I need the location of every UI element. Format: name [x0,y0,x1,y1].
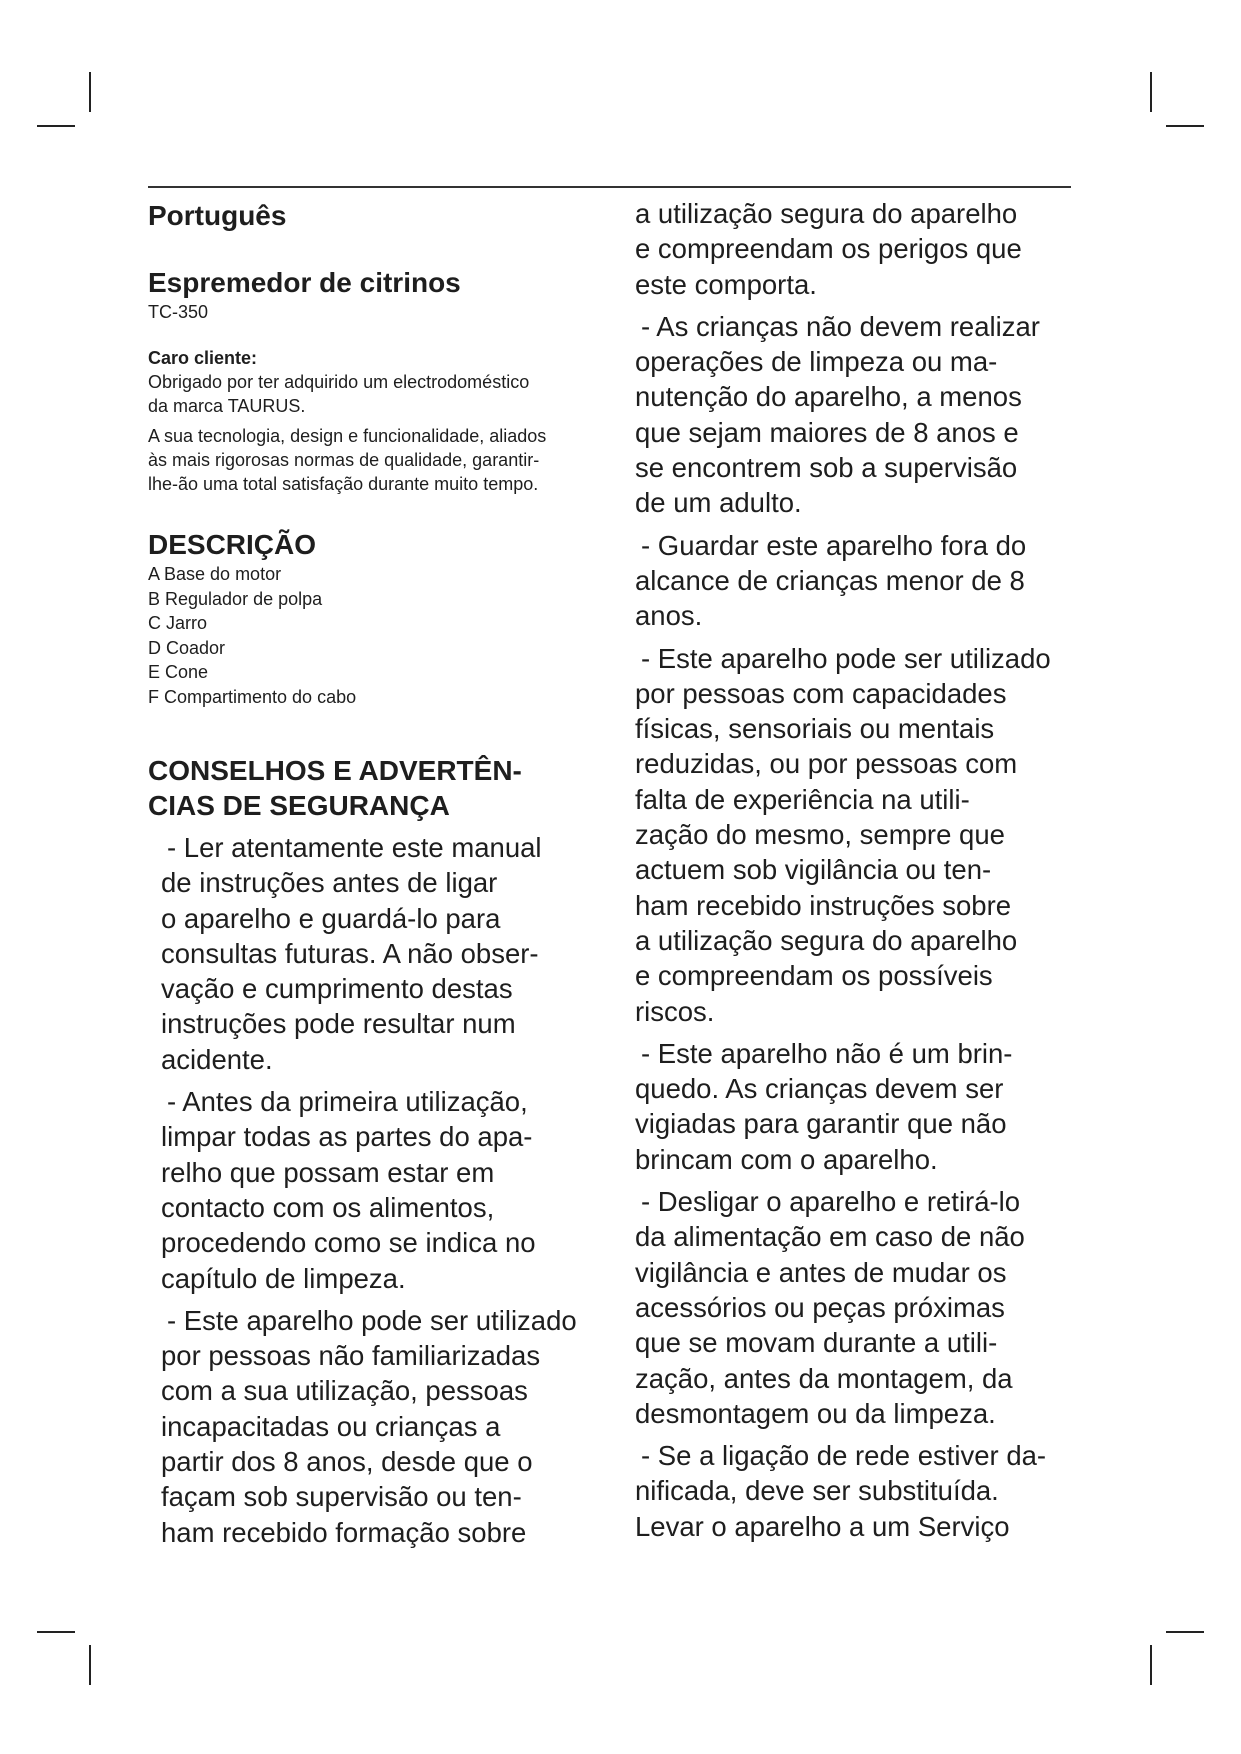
part-item: F Compartimento do cabo [148,686,357,707]
left-column-intro [148,196,618,709]
continued-paragraph: a utilização segura do aparelho e compreendam os perigos que este comporta. [635,198,1022,300]
safety-item: - As crianças não devem realizar operações de limpeza ou ma- nutenção do aparelho, a menos que sejam maiores de 8 anos e se encontrem sob a supervisão de um adulto. [635,310,1040,519]
intro-paragraph: Obrigado por ter adquirido um electrodoméstico da marca TAURUS. [148,372,530,416]
safety-item: - Este aparelho pode ser utilizado por pessoas com capacidades físicas, sensoriais ou mentais reduzidas, ou por pessoas com falta de experiência na utili- zação do mesmo, sempre que actuem sob vigilância ou ten- ham recebido instruções sobre a utilização segura do aparelho e compreendam os possíveis riscos. [635,642,1051,1027]
safety-item: - Ler atentamente este manual de instruções antes de ligar o aparelho e guardá-lo para consultas futuras. A não obser- vação e cumprimento destas instruções pode resultar num acidente. [161,832,542,1075]
safety-item: - Antes da primeira utilização, limpar todas as partes do apa- relho que possam estar em contacto com os alimentos, procedendo como se indica no capítulo de limpeza. [161,1086,536,1294]
safety-list-left [148,830,626,1550]
crop-mark-bottom-left-h [37,1631,75,1633]
intro-paragraph: A sua tecnologia, design e funcionalidade, aliados às mais rigorosas normas de qualidade, garantir- lhe-ão uma total satisfação durante muito tempo. [148,426,547,494]
crop-mark-top-left-h [37,125,75,127]
parts-list [148,562,618,709]
crop-mark-bottom-right-v [1150,1645,1152,1685]
crop-mark-top-right-h [1166,125,1204,127]
description-heading: DESCRIÇÃO [148,529,317,560]
header-rule [148,186,1071,188]
part-item: B Regulador de polpa [148,588,323,609]
crop-mark-top-left-v [89,72,91,112]
safety-item: - Este aparelho não é um brin- quedo. As crianças devem ser vigiadas para garantir que não brincam com o aparelho. [635,1037,1013,1175]
crop-mark-bottom-right-h [1166,1631,1204,1633]
part-item: C Jarro [148,613,208,633]
language-heading: Português [148,200,287,231]
product-title: Espremedor de citrinos [148,267,461,298]
model-number: TC-350 [148,302,209,322]
part-item: E Cone [148,662,209,682]
part-item: D Coador [148,637,226,658]
safety-item: - Desligar o aparelho e retirá-lo da alimentação em caso de não vigilância e antes de mudar os acessórios ou peças próximas que se movam durante a utili- zação, antes da montagem, da desmontagem ou da limpeza. [635,1186,1025,1429]
safety-item: - Este aparelho pode ser utilizado por pessoas não familiarizadas com a sua utilização, pessoas incapacitadas ou crianças a partir dos 8 anos, desde que o façam sob supervisão ou ten- ham recebido formação sobre [161,1304,577,1548]
crop-mark-top-right-v [1150,72,1152,112]
safety-item: - Se a ligação de rede estiver da- nificada, deve ser substituída. Levar o aparelho a um Serviço [635,1440,1047,1542]
safety-item: - Guardar este aparelho fora do alcance de crianças menor de 8 anos. [635,529,1027,632]
part-item: A Base do motor [148,564,282,584]
crop-mark-bottom-left-v [89,1645,91,1685]
salutation: Caro cliente: [148,348,258,368]
safety-list-right [635,309,1095,1544]
left-column-safety [148,753,626,1550]
right-column [635,196,1095,1544]
safety-heading: CONSELHOS E ADVERTÊN- CIAS DE SEGURANÇA [148,755,522,821]
